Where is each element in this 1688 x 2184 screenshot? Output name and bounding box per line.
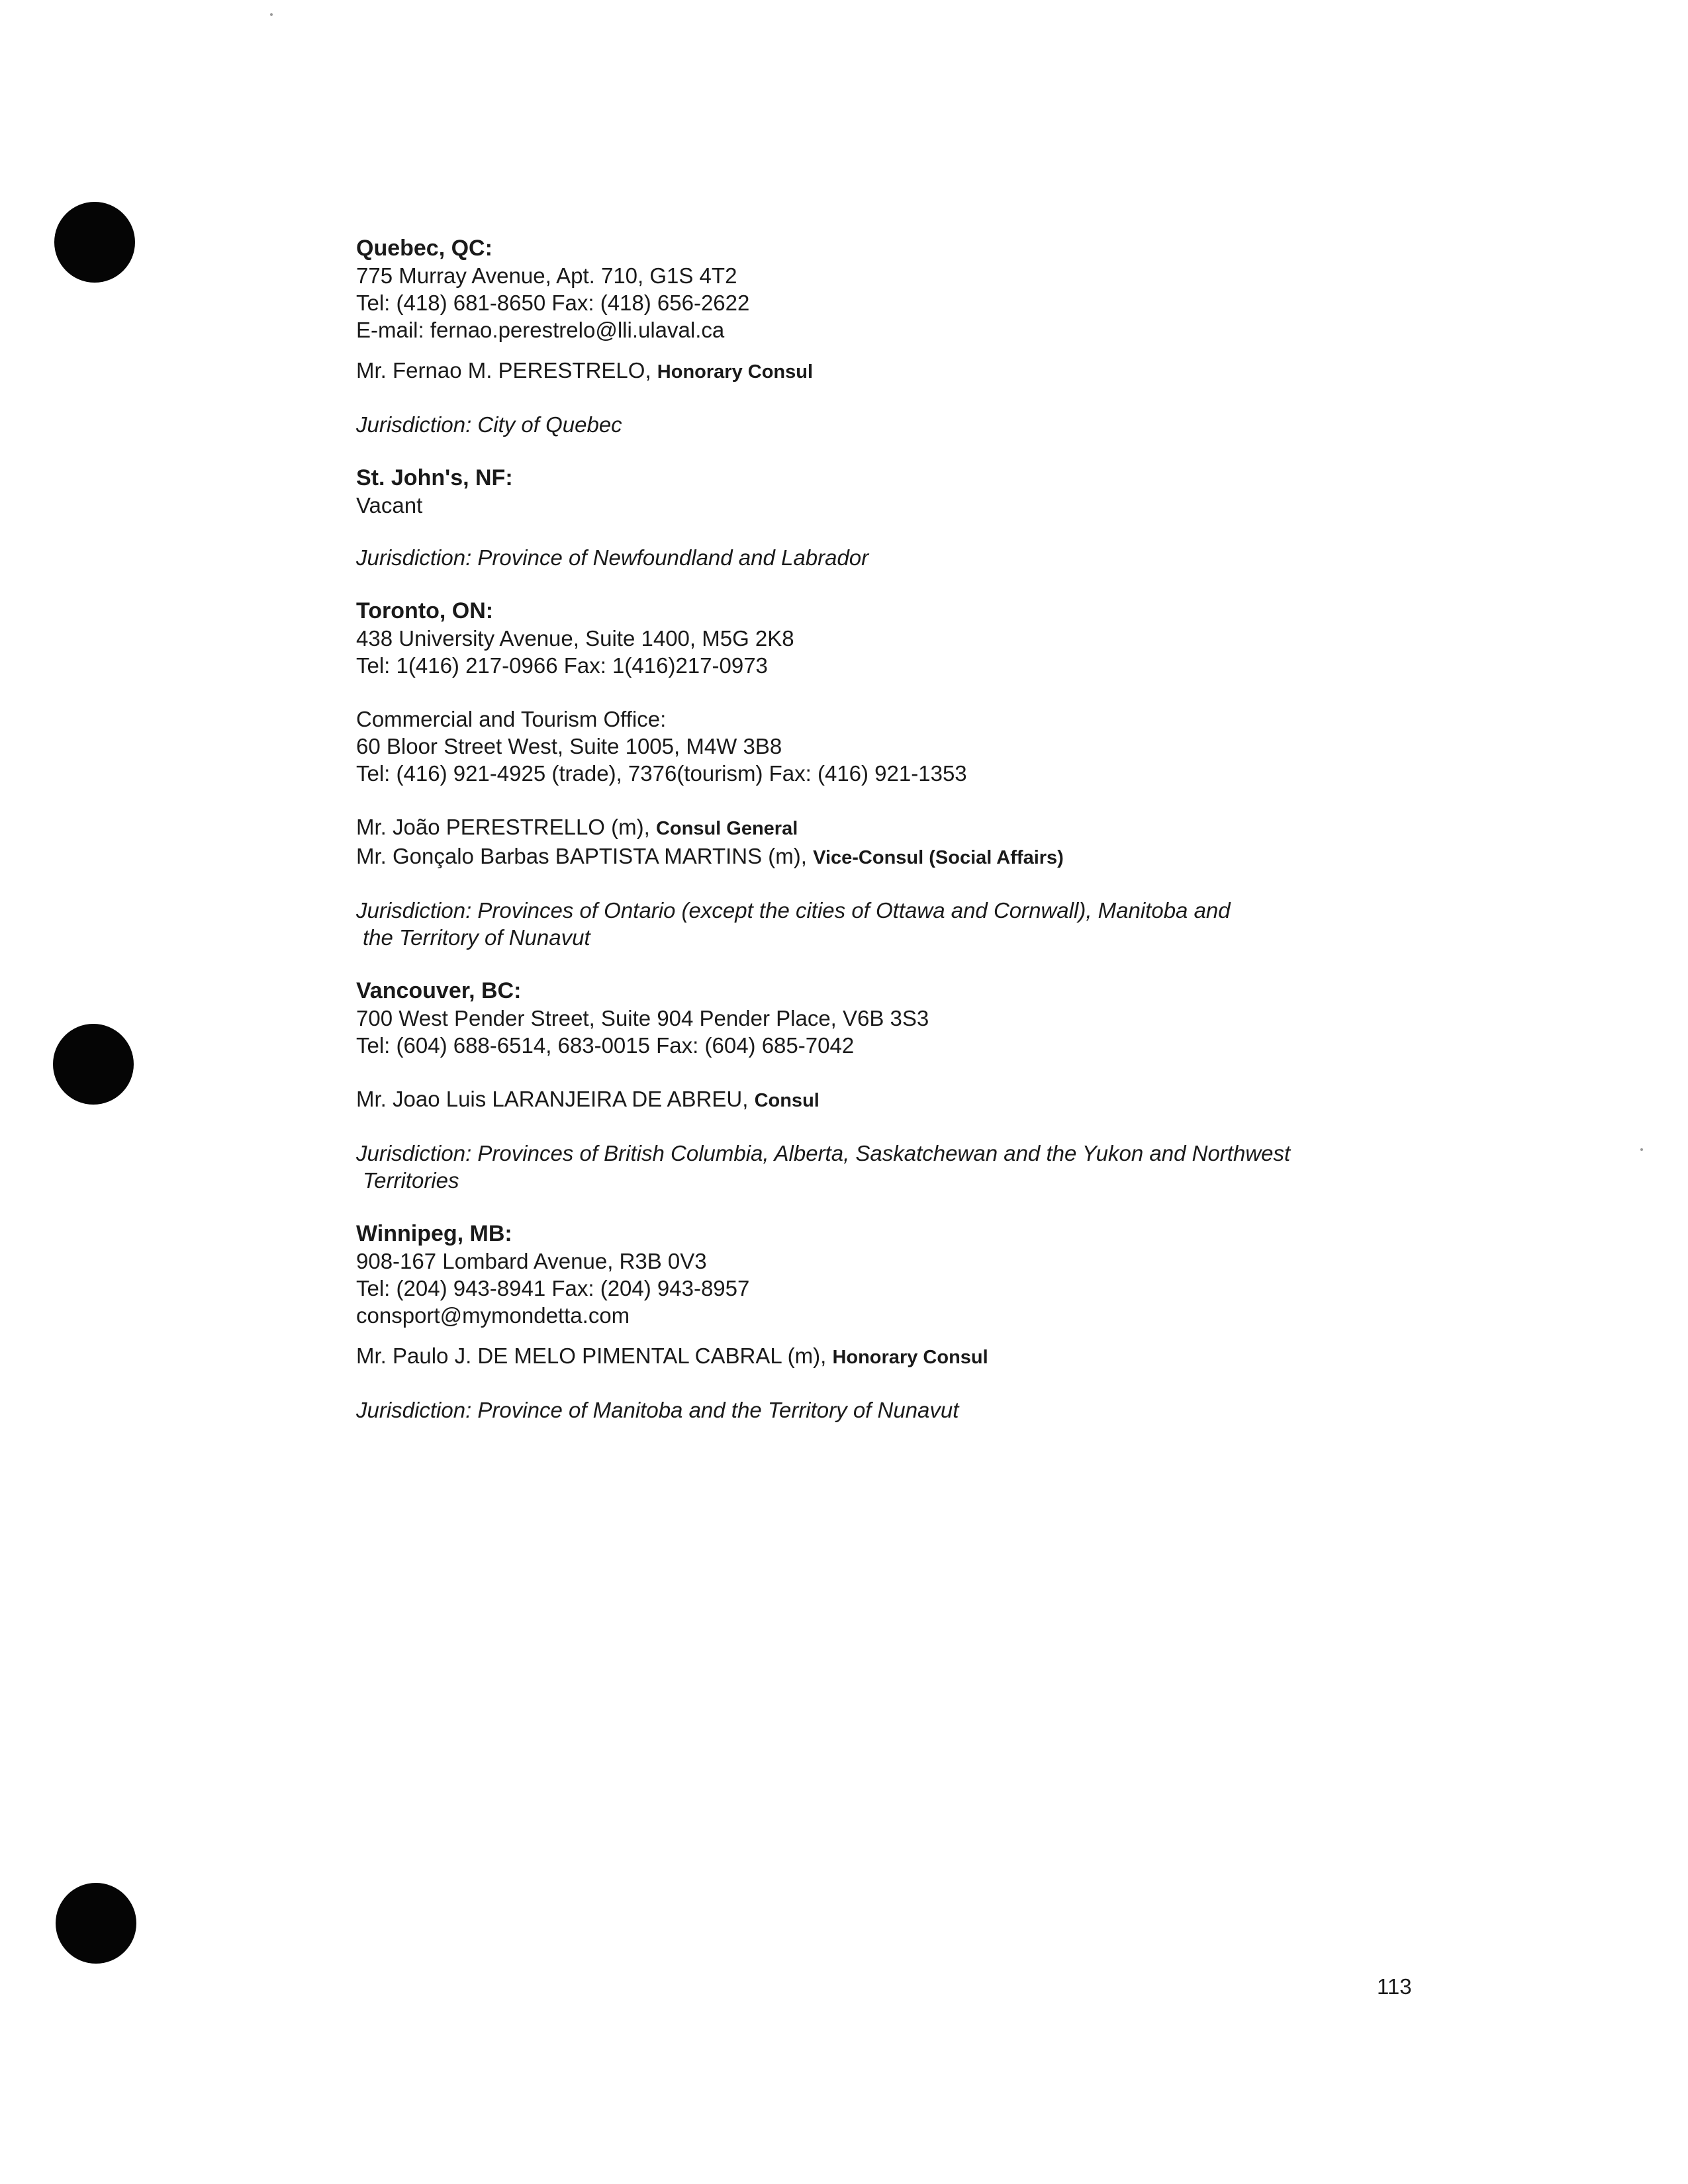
punch-hole [54, 202, 135, 283]
city-heading: Toronto, ON: [356, 598, 494, 623]
official [356, 842, 1442, 872]
punch-hole [56, 1883, 136, 1964]
jurisdiction-label: Jurisdiction: [356, 1398, 472, 1422]
official [356, 813, 1442, 842]
city-heading: Vancouver, BC: [356, 978, 522, 1003]
telephone-fax: Tel: (204) 943-8941 Fax: (204) 943-8957 [356, 1276, 750, 1300]
city-heading: Winnipeg, MB: [356, 1221, 512, 1246]
address: 908-167 Lombard Avenue, R3B 0V3 [356, 1249, 707, 1273]
official-name: Mr. Joao Luis LARANJEIRA DE ABREU, [356, 1087, 749, 1111]
section-st-johns [356, 465, 1442, 571]
address: 438 University Avenue, Suite 1400, M5G 2K8 [356, 626, 794, 651]
official [356, 357, 1442, 386]
official-title: Honorary Consul [832, 1347, 988, 1368]
official-title: Vice-Consul (Social Affairs) [813, 847, 1064, 868]
section-vancouver [356, 978, 1442, 1194]
jurisdiction-text: City of Quebec [477, 412, 622, 437]
jurisdiction-label: Jurisdiction: [356, 545, 472, 570]
scan-speck [1640, 1148, 1643, 1151]
status: Vacant [356, 493, 423, 518]
consulate-listing [356, 235, 1442, 1450]
office-telephone-fax: Tel: (416) 921-4925 (trade), 7376(tourism) Fax: (416) 921-1353 [356, 761, 967, 786]
official-name: Mr. João PERESTRELLO (m), [356, 815, 650, 839]
official-title: Honorary Consul [657, 361, 814, 383]
section-toronto [356, 598, 1442, 951]
city-heading: St. John's, NF: [356, 465, 513, 490]
jurisdiction-text: Province of Manitoba and the Territory of Nunavut [477, 1398, 959, 1422]
official-name: Mr. Fernao M. PERESTRELO, [356, 358, 651, 383]
telephone-fax: Tel: (604) 688-6514, 683-0015 Fax: (604) 685-7042 [356, 1033, 855, 1058]
jurisdiction-label: Jurisdiction: [356, 1141, 472, 1165]
official-title: Consul [754, 1090, 820, 1111]
jurisdiction-continued: Territories [363, 1168, 459, 1193]
jurisdiction-label: Jurisdiction: [356, 898, 472, 923]
punch-hole [53, 1024, 134, 1105]
jurisdiction-text: Province of Newfoundland and Labrador [477, 545, 869, 570]
city-heading: Quebec, QC: [356, 236, 492, 261]
office-address: 60 Bloor Street West, Suite 1005, M4W 3B8 [356, 734, 782, 758]
jurisdiction [356, 1140, 1442, 1167]
email: consport@mymondetta.com [356, 1303, 630, 1328]
jurisdiction [356, 1396, 1442, 1424]
jurisdiction-text: Provinces of British Columbia, Alberta, Saskatchewan and the Yukon and Northwest [477, 1141, 1291, 1165]
jurisdiction [356, 897, 1442, 924]
office-label: Commercial and Tourism Office: [356, 707, 667, 731]
section-winnipeg [356, 1220, 1442, 1424]
jurisdiction [356, 544, 1442, 571]
address: 775 Murray Avenue, Apt. 710, G1S 4T2 [356, 263, 737, 288]
official-title: Consul General [655, 818, 798, 839]
official [356, 1342, 1442, 1371]
jurisdiction-continued: the Territory of Nunavut [363, 925, 590, 950]
jurisdiction [356, 411, 1442, 438]
official-name: Mr. Paulo J. DE MELO PIMENTAL CABRAL (m), [356, 1343, 827, 1368]
email: E-mail: fernao.perestrelo@lli.ulaval.ca [356, 318, 725, 342]
scan-speck [270, 13, 273, 16]
address: 700 West Pender Street, Suite 904 Pender Place, V6B 3S3 [356, 1006, 929, 1030]
telephone-fax: Tel: (418) 681-8650 Fax: (418) 656-2622 [356, 291, 750, 315]
jurisdiction-text: Provinces of Ontario (except the cities of Ottawa and Cornwall), Manitoba and [477, 898, 1231, 923]
jurisdiction-label: Jurisdiction: [356, 412, 472, 437]
page-number: 113 [1377, 1974, 1412, 1999]
telephone-fax: Tel: 1(416) 217-0966 Fax: 1(416)217-0973 [356, 653, 768, 678]
official [356, 1085, 1442, 1115]
section-quebec [356, 235, 1442, 438]
official-name: Mr. Gonçalo Barbas BAPTISTA MARTINS (m), [356, 844, 807, 868]
